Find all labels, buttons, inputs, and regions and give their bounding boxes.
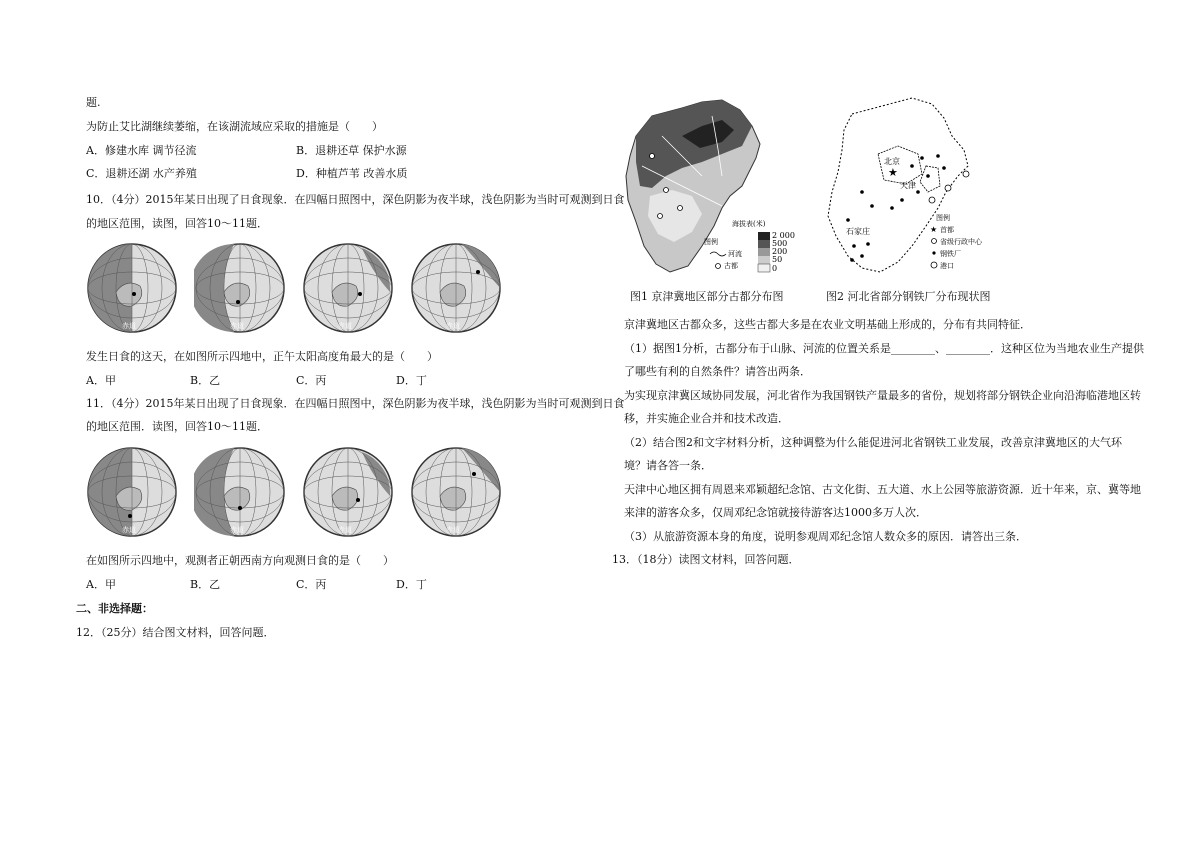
q11-option-d: D．丁: [396, 578, 427, 591]
q12-part2-line1: （2）结合图2和文字材料分析，这种调整为什么能促进河北省钢铁工业发展，改善京津冀地区的大气环: [624, 436, 1122, 449]
fig1-legend-title: 海拔表(米): [732, 220, 766, 228]
q13-stem: 13．（18分）读图文材料，回答问题．: [612, 553, 800, 566]
q9-option-d: D．种植芦苇 改善水质: [296, 167, 408, 180]
q10-stem-line2: 的地区范围，读图，回答10～11题．: [86, 217, 268, 230]
globe-figure: [410, 242, 502, 334]
fig2-legend-item: 港口: [940, 262, 954, 270]
fig2-city-beijing: 北京: [884, 157, 900, 166]
fig2-legend-item: 省级行政中心: [940, 238, 982, 246]
globe-figure: [410, 446, 502, 538]
fig1-legend-label: 图例: [704, 238, 718, 246]
line-continuation: 题.: [86, 96, 101, 109]
q10-option-d: D．丁: [396, 374, 427, 387]
fig1-legend-value: 500: [772, 239, 788, 248]
equator-label: 赤道: [338, 526, 352, 534]
fig2-steel-map: [828, 98, 983, 272]
fig1-legend-river: 河流: [728, 250, 742, 258]
q11-stem-line2: 的地区范围．读图，回答10～11题．: [86, 420, 268, 433]
q11-stem-line1: 11．（4分）2015年某日出现了日食现象．在四幅日照图中，深色阴影为夜半球，浅色阴影为当时可观测到日食: [86, 397, 625, 410]
globe-figure: [194, 242, 286, 334]
globe-figure: [302, 242, 394, 334]
q11-ask: 在如图所示四地中，观测者正朝西南方向观测日食的是（ ）: [86, 554, 394, 567]
q11-globe-figures: [86, 446, 502, 538]
q12-material-2-line2: 移，并实施企业合并和技术改造．: [624, 412, 789, 425]
q10-option-a: A．甲: [86, 374, 116, 387]
q12-part3: （3）从旅游资源本身的角度，说明参观周邓纪念馆人数众多的原因．请答出三条．: [624, 530, 1027, 543]
q9-option-a: A．修建水库 调节径流: [86, 144, 197, 157]
fig1-legend-value: 2 000: [772, 231, 795, 240]
q10-ask: 发生日食的这天，在如图所示四地中，正午太阳高度角最大的是（ ）: [86, 350, 438, 363]
q11-option-c: C．丙: [296, 578, 327, 591]
fig1-caption: 图1 京津冀地区部分古都分布图: [630, 290, 784, 303]
capital-legend-star-icon: ★: [930, 225, 938, 234]
globe-figure: [302, 446, 394, 538]
fig2-caption: 图2 河北省部分钢铁厂分布现状图: [826, 290, 991, 303]
capital-star-icon: ★: [888, 166, 898, 179]
fig2-legend-label: 图例: [936, 214, 950, 222]
q10-stem-line1: 10．（4分）2015年某日出现了日食现象．在四幅日照图中，深色阴影为夜半球，浅色阴影为当时可观测到日食: [86, 193, 625, 206]
fig1-legend-value: 200: [772, 247, 788, 256]
fig1-legend-capital: 古都: [724, 262, 738, 270]
q10-option-c: C．丙: [296, 374, 327, 387]
q12-part1-line1: （1）据图1分析，古都分布于山脉、河流的位置关系是________、________．这种区位为当地农业生产提供: [624, 342, 1144, 355]
map-figures: [622, 96, 1022, 306]
globe-figure: [194, 446, 286, 538]
q9-option-c: C．退耕还湖 水产养殖: [86, 167, 197, 180]
fig2-legend-item: 钢铁厂: [940, 250, 961, 258]
q11-option-a: A．甲: [86, 578, 116, 591]
fig1-relief-map: [626, 100, 795, 273]
fig1-legend-value: 0: [772, 264, 778, 273]
q12-part1-line2: 了哪些有利的自然条件？请答出两条．: [624, 365, 811, 378]
section-heading: 二、非选择题：: [76, 602, 153, 615]
globe-figure: [86, 242, 178, 334]
fig2-legend-item: 首都: [940, 226, 954, 234]
equator-label: 赤道: [446, 526, 460, 534]
q10-option-b: B．乙: [190, 374, 221, 387]
q12-material-3-line1: 天津中心地区拥有周恩来邓颖超纪念馆、古文化街、五大道、水上公园等旅游资源．近十年来，京、冀等地: [624, 483, 1141, 496]
q12-stem: 12．（25分）结合图文材料，回答问题．: [76, 626, 275, 639]
equator-label: 赤道: [338, 322, 352, 330]
q12-part2-line2: 境？请各答一条．: [624, 459, 712, 472]
globe-figure: [86, 446, 178, 538]
fig1-legend-value: 50: [772, 255, 783, 264]
q9-stem: 为防止艾比湖继续萎缩，在该湖流域应采取的措施是（ ）: [86, 120, 383, 133]
equator-label: 赤道: [230, 322, 244, 330]
equator-label: 赤道: [122, 322, 136, 330]
fig2-city-shijiazhuang: 石家庄: [846, 227, 870, 236]
q12-material-2-line1: 为实现京津冀区域协同发展，河北省作为我国钢铁产量最多的省份，规划将部分钢铁企业向沿海临港地区转: [624, 389, 1141, 402]
q12-material-3-line2: 来津的游客众多，仅周邓纪念馆就接待游客达1000多万人次．: [624, 506, 927, 519]
q12-material-1: 京津冀地区古都众多，这些古都大多是在农业文明基础上形成的，分布有共同特征．: [624, 318, 1031, 331]
q9-option-b: B．退耕还草 保护水源: [296, 144, 407, 157]
fig2-city-tianjin: 天津: [900, 181, 916, 190]
equator-label: 赤道: [122, 526, 136, 534]
q10-globe-figures: [86, 242, 502, 334]
equator-label: 赤道: [230, 526, 244, 534]
equator-label: 赤道: [446, 322, 460, 330]
q11-option-b: B．乙: [190, 578, 221, 591]
